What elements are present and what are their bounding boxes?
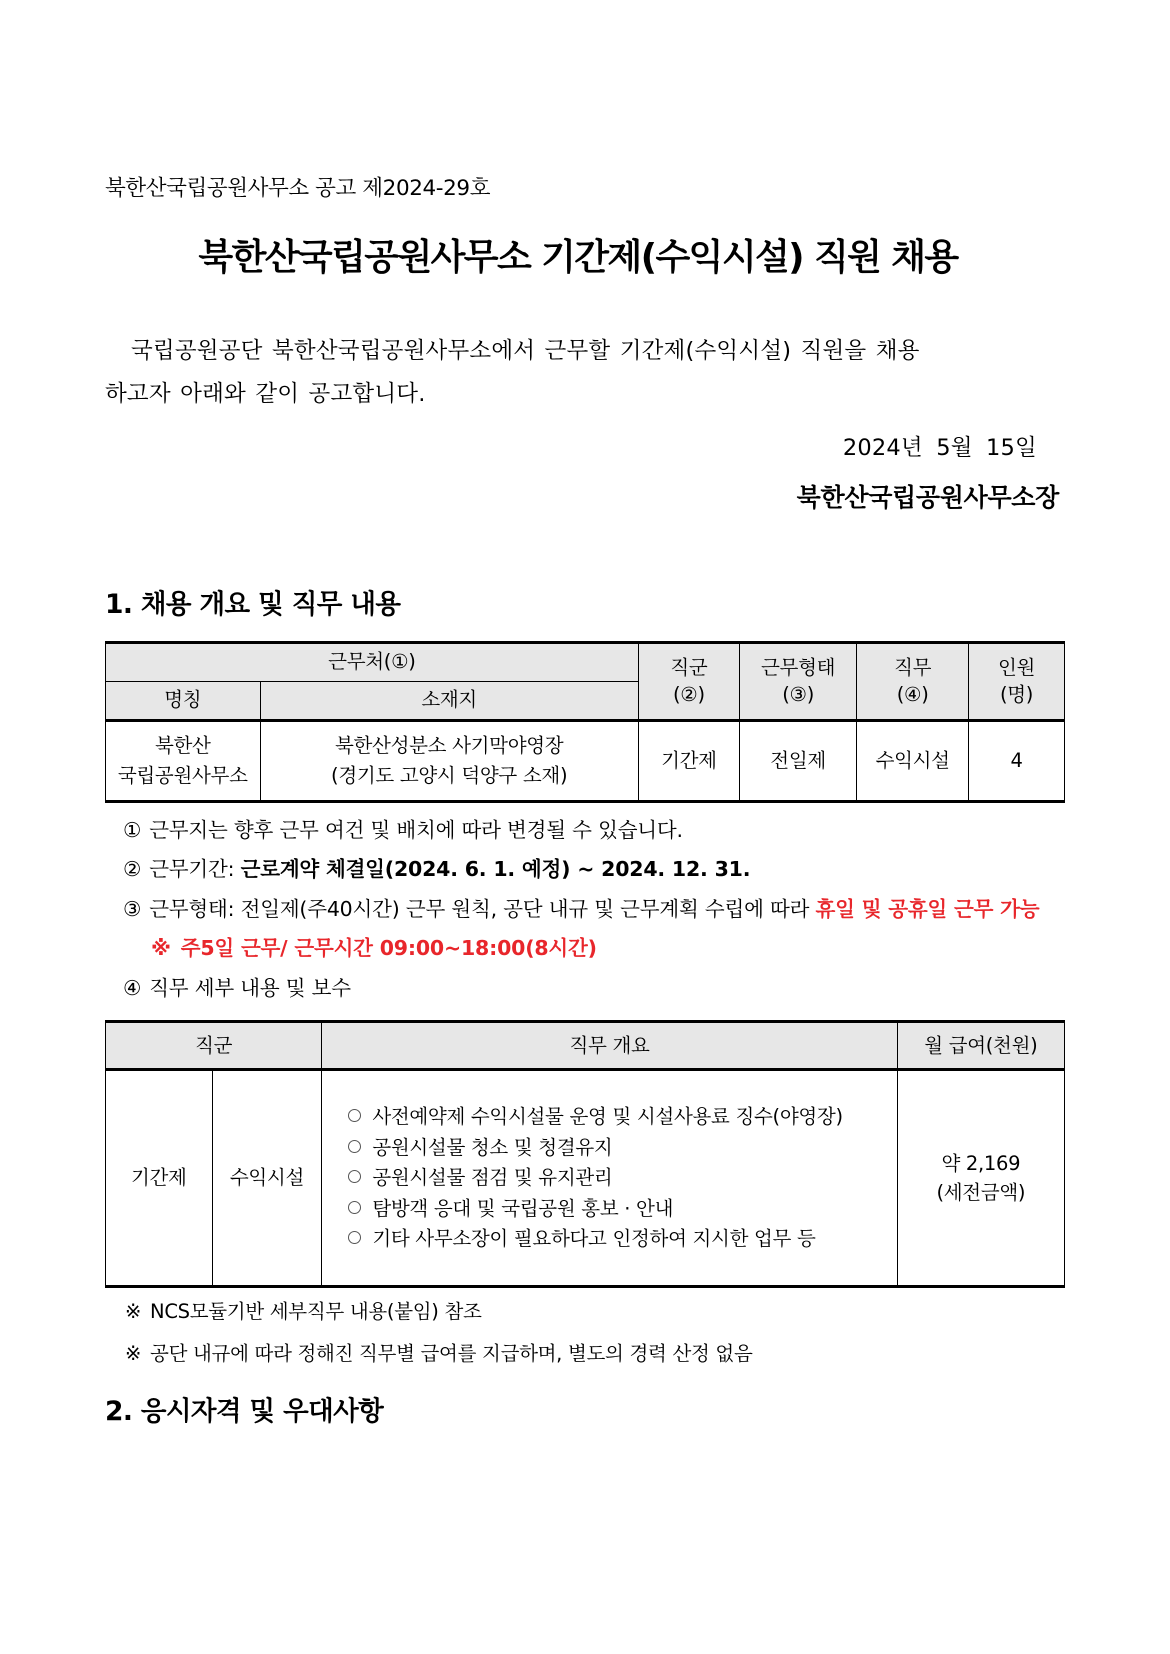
header-job-group bbox=[638, 642, 739, 720]
notice-number: 북한산국립공원사무소 공고 제2024-29호 bbox=[105, 176, 491, 201]
work-overview-table bbox=[105, 641, 1065, 803]
header-monthly-pay: 월 급여(천원) bbox=[897, 1022, 1064, 1070]
footnote-2 bbox=[105, 1341, 1065, 1365]
cell-duty-name: 수익시설 bbox=[212, 1070, 322, 1287]
list-item bbox=[348, 1229, 896, 1249]
note-3-marker: ③ bbox=[123, 896, 142, 921]
cell-office-name bbox=[106, 720, 261, 801]
pay-note: (세전금액) bbox=[936, 1181, 1026, 1205]
header-duty-line2: (④) bbox=[896, 683, 929, 707]
notes-list bbox=[105, 817, 1065, 1000]
intro-paragraph bbox=[105, 330, 1065, 416]
header-work-place-group: 근무처(①) bbox=[106, 642, 639, 681]
circle-bullet-icon bbox=[348, 1109, 361, 1122]
note-4-text: 직무 세부 내용 및 보수 bbox=[149, 975, 351, 1000]
header-duty-summary: 직무 개요 bbox=[322, 1022, 897, 1070]
duty-table-body bbox=[106, 1070, 1065, 1287]
duty-detail-table bbox=[105, 1020, 1065, 1288]
table-row bbox=[106, 1070, 1065, 1287]
note-2-period: 근로계약 체결일(2024. 6. 1. 예정) ~ 2024. 12. 31. bbox=[240, 857, 751, 882]
work-table-body bbox=[106, 720, 1065, 801]
duty-item-text: 탐방객 응대 및 국립공원 홍보 · 안내 bbox=[372, 1196, 674, 1220]
header-job-group-line2: (②) bbox=[672, 683, 705, 707]
pay-amount: 약 2,169 bbox=[941, 1151, 1021, 1175]
list-item bbox=[348, 1107, 896, 1127]
header-headcount bbox=[969, 642, 1065, 720]
header-office-name: 명칭 bbox=[106, 681, 261, 720]
note-3-sub-marker: ※ bbox=[151, 936, 171, 961]
duty-table-head-row bbox=[106, 1022, 1065, 1070]
note-1-text: 근무지는 향후 근무 여건 및 배치에 따라 변경될 수 있습니다. bbox=[149, 817, 683, 842]
header-duty-line1: 직무 bbox=[894, 655, 932, 679]
office-location-line1: 북한산성분소 사기막야영장 bbox=[334, 734, 564, 758]
footnotes-list bbox=[105, 1302, 1065, 1363]
note-2-label: 근무기간: bbox=[149, 857, 241, 882]
header-headcount-line1: 인원 bbox=[998, 655, 1036, 679]
announcement-date: 2024년 5월 15일 bbox=[842, 435, 1037, 462]
header-duty-job-group: 직군 bbox=[106, 1022, 322, 1070]
footnote-1-marker: ※ bbox=[125, 1300, 142, 1324]
header-work-type bbox=[740, 642, 857, 720]
note-3-highlight: 휴일 및 공휴일 근무 가능 bbox=[815, 896, 1040, 921]
cell-monthly-pay bbox=[897, 1070, 1064, 1287]
footnote-2-text: 공단 내규에 따라 정해진 직무별 급여를 지급하며, 별도의 경력 산정 없음 bbox=[150, 1341, 753, 1365]
note-4 bbox=[105, 975, 1065, 1000]
circle-bullet-icon bbox=[348, 1140, 361, 1153]
section-1-heading: 1. 채용 개요 및 직무 내용 bbox=[105, 589, 401, 621]
note-3-text: 근무형태: 전일제(주40시간) 근무 원칙, 공단 내규 및 근무계획 수립에 따라 bbox=[149, 896, 816, 921]
work-table-wrapper bbox=[105, 641, 1065, 803]
list-item bbox=[348, 1135, 896, 1159]
note-3-sub bbox=[105, 938, 1065, 959]
list-item bbox=[348, 1168, 896, 1188]
cell-headcount: 4 bbox=[969, 720, 1065, 801]
section-2-heading: 2. 응시자격 및 우대사항 bbox=[105, 1396, 384, 1428]
work-table-head bbox=[106, 642, 1065, 720]
header-office-location: 소재지 bbox=[260, 681, 638, 720]
cell-duty-job-group: 기간제 bbox=[106, 1070, 213, 1287]
signer-name: 북한산국립공원사무소장 bbox=[796, 483, 1059, 513]
duty-table-head bbox=[106, 1022, 1065, 1070]
list-item bbox=[348, 1196, 896, 1220]
header-headcount-line2: (명) bbox=[999, 683, 1034, 707]
note-2-marker: ② bbox=[123, 857, 142, 882]
intro-line-1: 국립공원공단 북한산국립공원사무소에서 근무할 기간제(수익시설) 직원을 채용 bbox=[131, 337, 920, 364]
note-3-sub-text: 주5일 근무/ 근무시간 09:00~18:00(8시간) bbox=[180, 936, 597, 961]
office-name-line2: 국립공원사무소 bbox=[117, 763, 248, 787]
footnote-1 bbox=[105, 1302, 1065, 1322]
header-work-type-line1: 근무형태 bbox=[761, 655, 836, 679]
note-4-marker: ④ bbox=[123, 975, 142, 1000]
duty-table-wrapper bbox=[105, 1020, 1065, 1288]
note-2 bbox=[105, 859, 1065, 880]
circle-bullet-icon bbox=[348, 1201, 361, 1214]
cell-duty: 수익시설 bbox=[857, 720, 969, 801]
intro-line-2: 하고자 아래와 같이 공고합니다. bbox=[105, 381, 426, 407]
work-table-head-row-1 bbox=[106, 642, 1065, 681]
header-job-group-line1: 직군 bbox=[670, 655, 708, 679]
table-row bbox=[106, 720, 1065, 801]
page-title: 북한산국립공원사무소 기간제(수익시설) 직원 채용 bbox=[198, 236, 958, 278]
note-3 bbox=[105, 896, 1065, 921]
header-duty bbox=[857, 642, 969, 720]
circle-bullet-icon bbox=[348, 1231, 361, 1244]
cell-office-location bbox=[260, 720, 638, 801]
note-1-marker: ① bbox=[123, 817, 142, 842]
duty-item-text: 사전예약제 수익시설물 운영 및 시설사용료 징수(야영장) bbox=[372, 1105, 843, 1129]
duty-item-text: 공원시설물 청소 및 청결유지 bbox=[372, 1135, 613, 1159]
cell-duty-list bbox=[322, 1070, 897, 1287]
duty-item-text: 기타 사무소장이 필요하다고 인정하여 지시한 업무 등 bbox=[372, 1227, 816, 1251]
note-1 bbox=[105, 817, 1065, 842]
duty-item-text: 공원시설물 점검 및 유지관리 bbox=[372, 1166, 613, 1190]
cell-work-type: 전일제 bbox=[740, 720, 857, 801]
footnote-2-marker: ※ bbox=[125, 1341, 142, 1365]
circle-bullet-icon bbox=[348, 1170, 361, 1183]
header-work-type-line2: (③) bbox=[782, 683, 814, 707]
office-name-line1: 북한산 bbox=[154, 734, 211, 758]
office-location-line2: (경기도 고양시 덕양구 소재) bbox=[331, 763, 568, 787]
footnote-1-text: NCS모듈기반 세부직무 내용(붙임) 참조 bbox=[150, 1300, 482, 1324]
cell-job-group: 기간제 bbox=[638, 720, 739, 801]
